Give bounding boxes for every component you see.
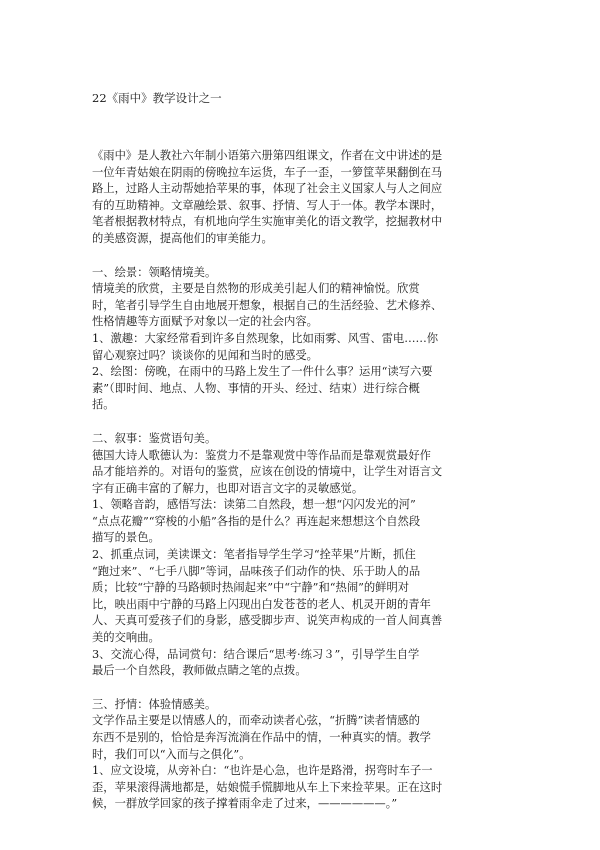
text-line: 有的互助精神。文章融绘景、叙事、抒情、写人于一体。教学本课时， <box>92 198 443 212</box>
text-line: 素”（即时间、地点、人物、事情的开头、经过、结束）进行综合概 <box>92 381 420 395</box>
text-line: 三、抒情：体验情感美。 <box>92 697 217 711</box>
text-line: 2、绘图：傍晚，在雨中的马路上发生了一件什么事？运用“读写六要 <box>92 365 433 379</box>
text-line: 1、领略音韵，感悟写法：读第二自然段，想一想“闪闪发光的河” <box>92 498 416 512</box>
text-line: 文学作品主要是以情感人的，而牵动读者心弦，“折腾”读者情感的 <box>92 714 420 728</box>
text-line: 的美感资源，提高他们的审美能力。 <box>92 231 273 245</box>
text-line: 候，一群放学回家的孩子撑着雨伞走了过来，——————。” <box>92 797 398 811</box>
text-line: 德国大诗人歌德认为：鉴赏力不是靠观赏中等作品而是靠观赏最好作 <box>92 448 431 462</box>
text-line: 时，笔者引导学生自由地展开想象，根据自己的生活经验、艺术修养、 <box>92 298 443 312</box>
paragraph-block <box>92 265 522 414</box>
text-line: 1、激趣：大家经常看到许多自然现象，比如雨雾、风雪、雷电……你 <box>92 331 439 345</box>
text-line: 二、叙事：鉴赏语句美。 <box>92 431 217 445</box>
text-line: 3、交流心得，品词赏句：结合课后“思考·练习３”，引导学生自学 <box>92 647 420 661</box>
text-line: 笔者根据教材特点，有机地向学生实施审美化的语文教学，挖掘教材中 <box>92 215 443 229</box>
text-line: 括。 <box>92 398 115 412</box>
text-line: 情境美的欣赏，主要是自然物的形成美引起人们的精神愉悦。欣赏 <box>92 282 420 296</box>
paragraph-block <box>92 148 522 248</box>
text-line: 一位年青姑娘在阴雨的傍晚拉车运货，车子一歪，一箩筐苹果翻倒在马 <box>92 165 443 179</box>
paragraph-block <box>92 697 522 813</box>
text-line: 2、抓重点词，美读课文：笔者指导学生学习“拴苹果”片断，抓住 <box>92 548 416 562</box>
paragraph-gap <box>92 414 522 431</box>
text-line: “跑过来”、“七手八脚”等词，品味孩子们动作的快、乐于助人的品 <box>92 564 421 578</box>
text-line: 人、天真可爱孩子们的身影，感受脚步声、说笑声构成的一首人间真善 <box>92 614 443 628</box>
text-line: 东西不是别的，恰恰是奔泻流淌在作品中的情，一种真实的情。教学 <box>92 731 431 744</box>
text-line: 性格情趣等方面赋予对象以一定的社会内容。 <box>92 315 318 329</box>
paragraph-block <box>92 431 522 680</box>
text-line: 一、绘景：领略情境美。 <box>92 265 217 279</box>
text-line: 歪，苹果滚得满地都是，姑娘慌手慌脚地从车上下来捡苹果。正在这时 <box>92 780 443 794</box>
text-line: “点点花瓣”“穿梭的小船”各指的是什么？再连起来想想这个自然段 <box>92 514 421 528</box>
text-line: 留心观察过吗？谈谈你的见闻和当时的感受。 <box>92 348 318 362</box>
text-line: 质；比较“宁静的马路顿时热闹起来”中“宁静”和“热闹”的鲜明对 <box>92 581 410 595</box>
text-line: 《雨中》是人教社六年制小语第六册第四组课文，作者在文中讲述的是 <box>92 149 443 162</box>
text-line: 最后一个自然段，教师做点睛之笔的点拨。 <box>92 664 307 678</box>
text-line: 比，映出雨中宁静的马路上闪现出白发苍苍的老人、机灵开朗的青年 <box>92 597 431 611</box>
document-body <box>92 148 522 813</box>
text-line: 品才能培养的。对语句的鉴赏，应该在创设的情境中，让学生对语言文 <box>92 465 443 479</box>
text-line: 路上，过路人主动帮她拾苹果的事，体现了社会主义国家人与人之间应 <box>92 182 443 196</box>
paragraph-gap <box>92 680 522 697</box>
text-line: 美的交响曲。 <box>92 631 160 645</box>
text-line: 时，我们可以“入而与之俱化”。 <box>92 747 251 761</box>
paragraph-gap <box>92 248 522 265</box>
text-line: 描写的景色。 <box>92 531 160 545</box>
text-line: 字有正确丰富的了解力，也即对语言文字的灵敏感觉。 <box>92 481 364 495</box>
document-title: 22《雨中》教学设计之一 <box>92 91 222 105</box>
text-line: 1、应文设境，从旁补白：“也许是心急，也许是路滑，拐弯时车子一 <box>92 764 433 778</box>
